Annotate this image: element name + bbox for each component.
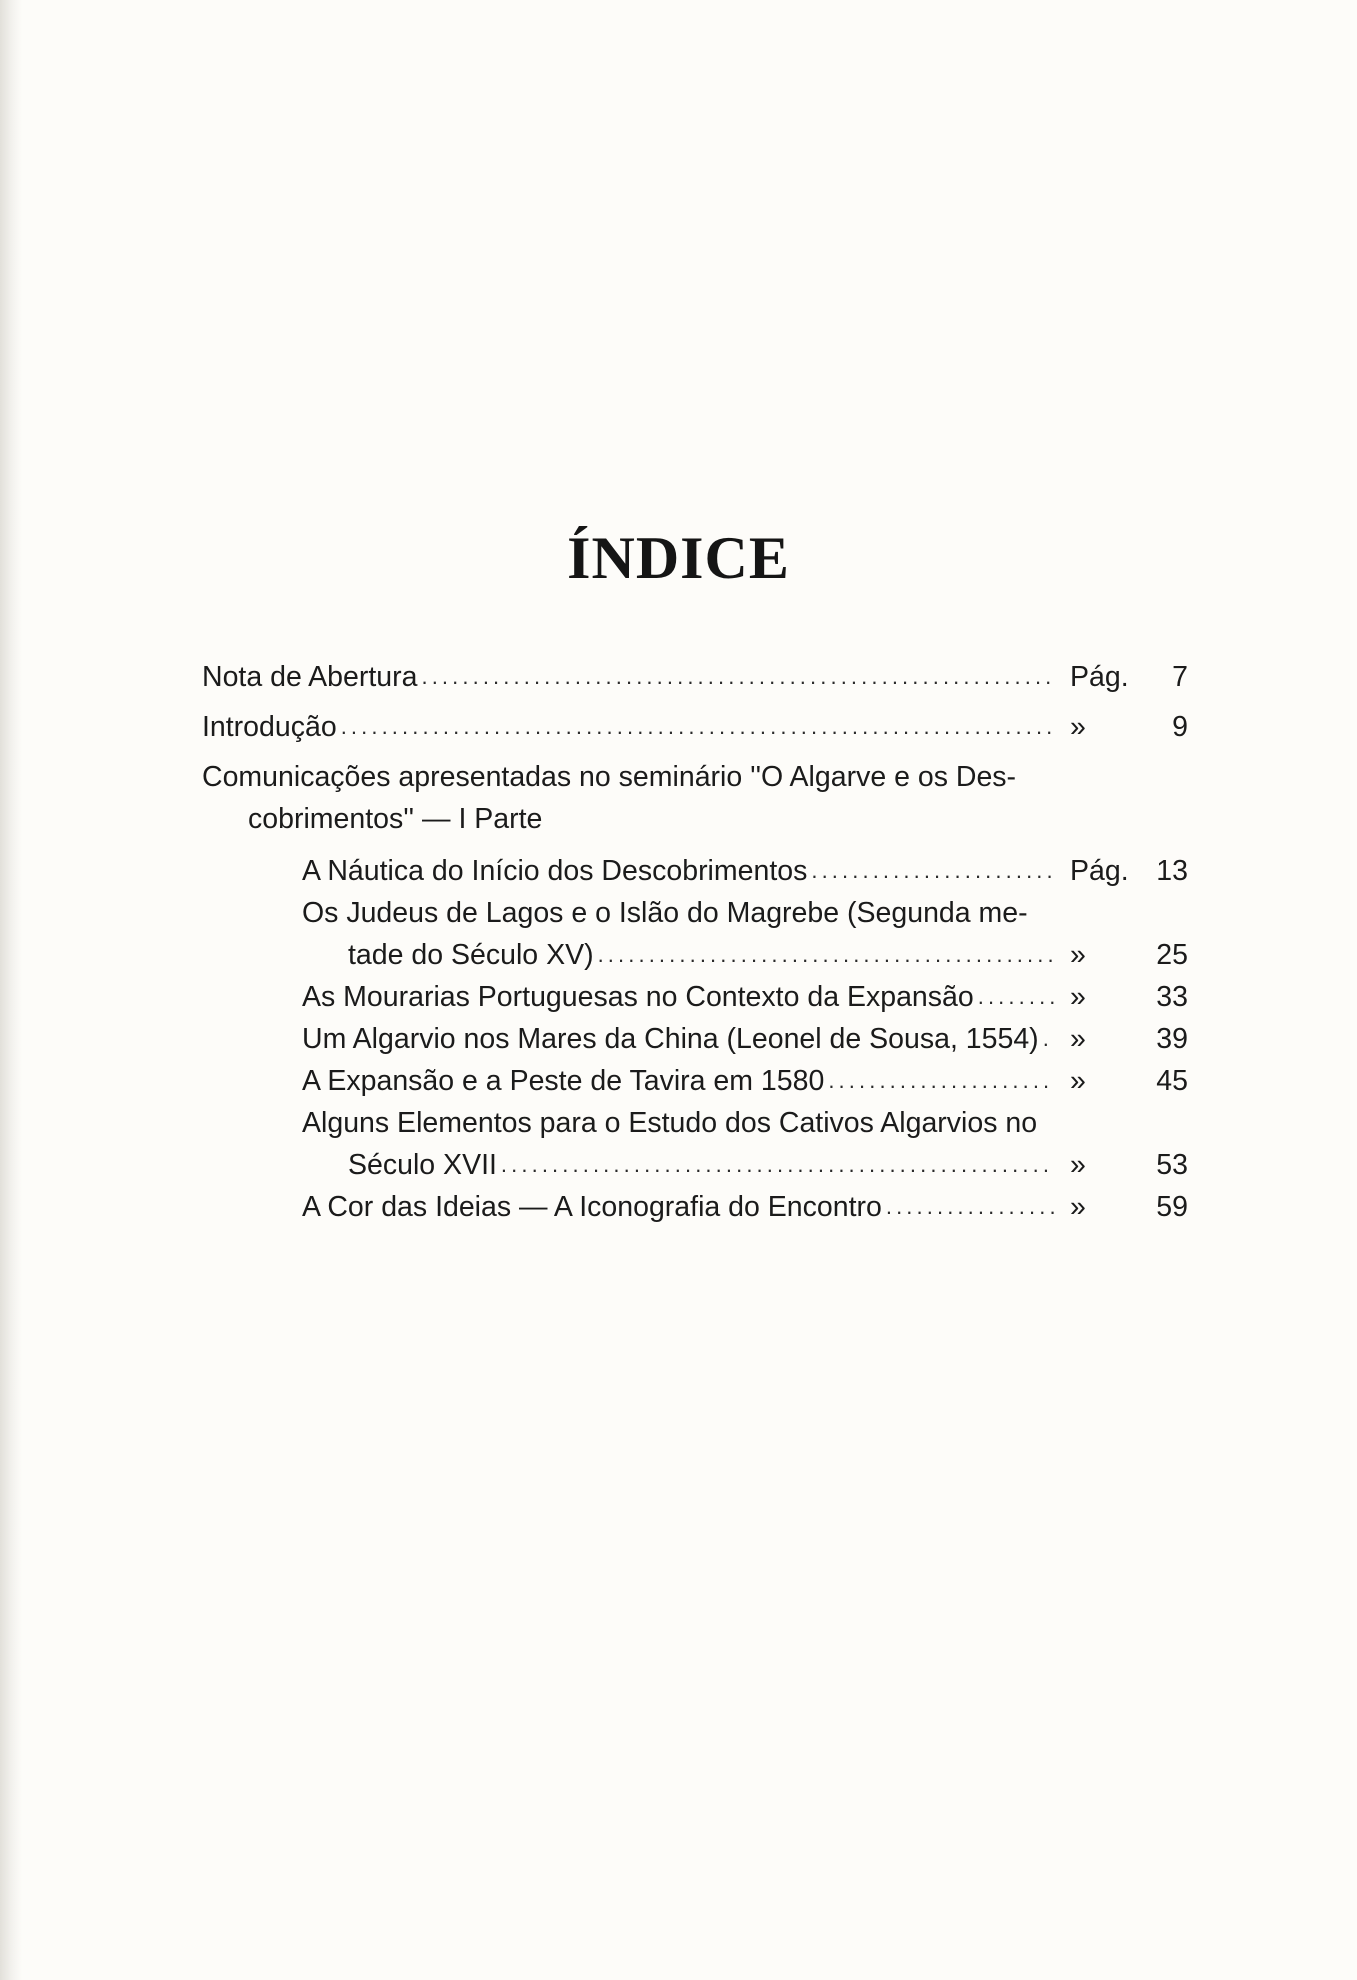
toc-entry-title: A Náutica do Início dos Descobrimentos — [302, 855, 808, 887]
toc-entry-title: Alguns Elementos para o Estudo dos Cativos Algarvios no — [302, 1107, 1038, 1139]
toc-section-heading-line-2 — [248, 798, 1188, 840]
toc-entry-cor-ideias[interactable] — [302, 1186, 1188, 1228]
toc-section-heading-line-1 — [202, 756, 1188, 798]
toc-entry-title: Nota de Abertura — [202, 661, 418, 693]
dot-leader — [598, 934, 1054, 976]
toc-page-number: 33 — [1156, 981, 1188, 1013]
toc-entry-mourarias[interactable] — [302, 976, 1188, 1018]
dot-leader — [341, 706, 1054, 748]
toc-page-label: » — [1070, 939, 1086, 971]
toc-page-number: 9 — [1172, 711, 1188, 743]
toc-entry-cativos-line-1[interactable] — [302, 1102, 1188, 1144]
toc-page-number: 53 — [1156, 1149, 1188, 1181]
toc-entry-title: Século XVII — [348, 1149, 497, 1181]
dot-leader — [978, 976, 1054, 1018]
dot-leader — [501, 1144, 1054, 1186]
toc-page-number: 39 — [1156, 1023, 1188, 1055]
toc-page-number: 45 — [1156, 1065, 1188, 1097]
toc-entry-nautica[interactable] — [302, 850, 1188, 892]
toc-page-label: » — [1070, 1023, 1086, 1055]
toc-page-number: 25 — [1156, 939, 1188, 971]
toc-entry-algarvio-china[interactable] — [302, 1018, 1188, 1060]
toc-entry-judeus-line-1[interactable] — [302, 892, 1188, 934]
toc-page-number: 13 — [1156, 855, 1188, 887]
dot-leader — [886, 1186, 1054, 1228]
toc-entry-judeus-line-2[interactable] — [348, 934, 1188, 976]
toc-entry-title: Introdução — [202, 711, 337, 743]
dot-leader — [828, 1060, 1054, 1102]
toc-entry-title: A Expansão e a Peste de Tavira em 1580 — [302, 1065, 825, 1097]
dot-leader — [811, 850, 1054, 892]
dot-leader — [1043, 1018, 1054, 1060]
toc-entry-peste-tavira[interactable] — [302, 1060, 1188, 1102]
toc-entry-title: Um Algarvio nos Mares da China (Leonel de Sousa, 1554) — [302, 1023, 1039, 1055]
toc-entry-title: A Cor das Ideias — A Iconografia do Encontro — [302, 1191, 882, 1223]
section-heading-text: Comunicações apresentadas no seminário ''O Algarve e os Des- — [202, 761, 1017, 793]
toc-page-label: » — [1070, 1065, 1086, 1097]
toc-page-number: 7 — [1172, 661, 1188, 693]
toc-entry-title: As Mourarias Portuguesas no Contexto da Expansão — [302, 981, 974, 1013]
toc-entry-introducao[interactable] — [202, 706, 1188, 748]
toc-page-label: » — [1070, 711, 1086, 743]
toc-entry-title: tade do Século XV) — [348, 939, 594, 971]
dot-leader — [421, 656, 1054, 698]
toc-entry-cativos-line-2[interactable] — [348, 1144, 1188, 1186]
toc-entry-nota-de-abertura[interactable] — [202, 656, 1188, 698]
toc-page-number: 59 — [1156, 1191, 1188, 1223]
toc-page-label: » — [1070, 981, 1086, 1013]
toc-page-label: » — [1070, 1191, 1086, 1223]
toc-page-label: Pág. — [1070, 661, 1129, 693]
toc-page-label: Pág. — [1070, 855, 1129, 887]
page-spine-shadow — [0, 0, 22, 1980]
table-of-contents — [202, 656, 1188, 1228]
page-title: ÍNDICE — [567, 525, 790, 592]
toc-entry-title: Os Judeus de Lagos e o Islão do Magrebe (Segunda me- — [302, 897, 1028, 929]
toc-page-label: » — [1070, 1149, 1086, 1181]
section-heading-text: cobrimentos'' — I Parte — [248, 803, 543, 835]
